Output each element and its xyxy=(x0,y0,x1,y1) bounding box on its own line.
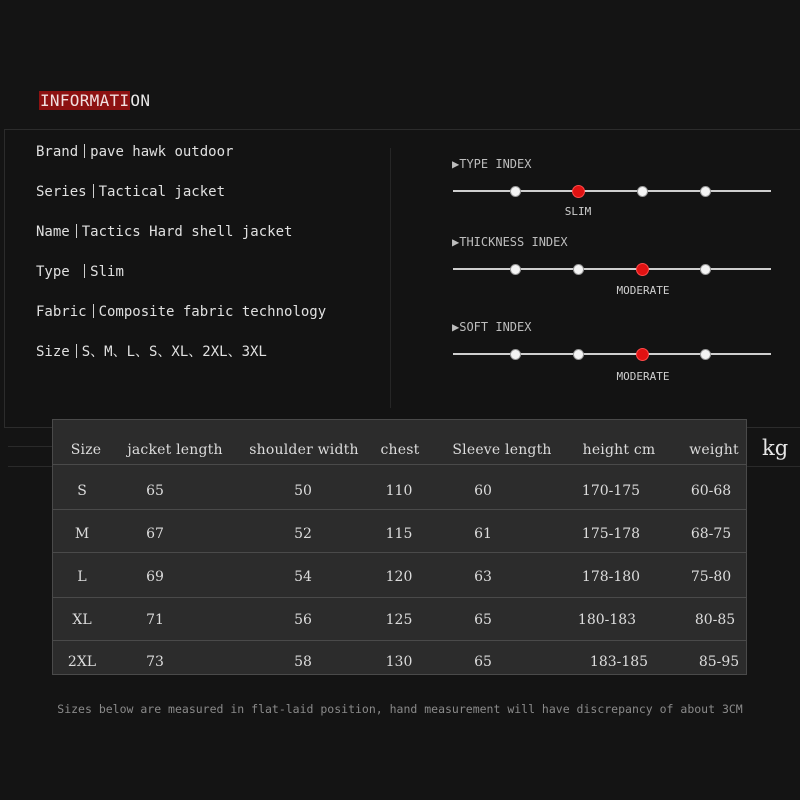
table-divider xyxy=(53,597,746,598)
table-cell: 73 xyxy=(146,654,164,670)
table-cell: 175-178 xyxy=(581,526,641,542)
spec-value: Tactical jacket xyxy=(98,184,226,200)
spec-label: Series xyxy=(36,184,87,200)
table-cell: S xyxy=(77,483,87,499)
spec-separator xyxy=(84,144,85,158)
table-cell: M xyxy=(74,526,90,542)
index-level-dot xyxy=(573,349,584,360)
index-level-dot xyxy=(700,186,711,197)
section-heading xyxy=(39,88,150,114)
table-cell: 65 xyxy=(474,612,492,628)
spec-label: Size xyxy=(36,344,70,360)
table-cell: 178-180 xyxy=(581,569,641,585)
table-cell: 110 xyxy=(385,483,413,499)
spec-brand xyxy=(36,141,233,163)
type-index-title: ▶TYPE INDEX xyxy=(452,157,532,171)
spec-value: Tactics Hard shell jacket xyxy=(81,224,293,240)
table-cell: 183-185 xyxy=(589,654,649,670)
spec-series xyxy=(36,181,225,203)
header-sleeve-length: Sleeve length xyxy=(452,442,552,458)
spec-value: Composite fabric technology xyxy=(98,304,327,320)
table-cell: 60-68 xyxy=(690,483,732,499)
soft-index-track xyxy=(453,353,771,355)
table-divider xyxy=(53,464,746,465)
index-level-dot xyxy=(510,186,521,197)
index-level-dot-active xyxy=(572,185,585,198)
index-level-dot-active xyxy=(636,348,649,361)
spec-separator xyxy=(93,184,94,198)
table-divider xyxy=(53,640,746,641)
weight-unit-label: kg xyxy=(762,436,789,460)
spec-label: Fabric xyxy=(36,304,87,320)
index-level-dot xyxy=(510,264,521,275)
table-cell: 50 xyxy=(294,483,312,499)
info-divider xyxy=(390,148,391,408)
spec-value: pave hawk outdoor xyxy=(90,144,234,160)
measurement-note: Sizes below are measured in flat-laid position, hand measurement will have discrepancy of about 3CM xyxy=(57,702,743,716)
type-index-value: SLIM xyxy=(564,205,592,218)
index-level-dot xyxy=(510,349,521,360)
thickness-index-value: MODERATE xyxy=(616,284,670,297)
spec-value: S、M、L、S、XL、2XL、3XL xyxy=(81,344,267,360)
table-cell: 63 xyxy=(474,569,492,585)
header-shoulder-width: shoulder width xyxy=(249,442,359,458)
spec-separator xyxy=(84,264,85,278)
table-divider xyxy=(53,552,746,553)
decor-line xyxy=(747,466,800,467)
header-weight: weight xyxy=(689,442,739,458)
decor-line xyxy=(8,446,52,447)
table-cell: 2XL xyxy=(67,654,97,670)
index-level-dot xyxy=(573,264,584,275)
thickness-index-title: ▶THICKNESS INDEX xyxy=(452,235,568,249)
table-cell: L xyxy=(77,569,87,585)
spec-separator xyxy=(93,304,94,318)
table-cell: XL xyxy=(72,612,92,628)
spec-separator xyxy=(76,344,77,358)
table-cell: 130 xyxy=(385,654,413,670)
spec-value: Slim xyxy=(90,264,124,280)
spec-size xyxy=(36,341,267,363)
table-cell: 52 xyxy=(294,526,312,542)
table-cell: 115 xyxy=(385,526,413,542)
header-chest: chest xyxy=(380,442,420,458)
spec-label: Brand xyxy=(36,144,79,160)
header-height: height cm xyxy=(582,442,656,458)
table-cell: 61 xyxy=(474,526,492,542)
heading-highlight: INFORMATI xyxy=(40,91,130,110)
table-cell: 180-183 xyxy=(577,612,637,628)
table-cell: 58 xyxy=(294,654,312,670)
table-cell: 80-85 xyxy=(694,612,736,628)
table-divider xyxy=(53,509,746,510)
header-size: Size xyxy=(70,442,102,458)
table-cell: 60 xyxy=(474,483,492,499)
spec-label: Name xyxy=(36,224,70,240)
soft-index-title: ▶SOFT INDEX xyxy=(452,320,532,334)
table-cell: 125 xyxy=(385,612,413,628)
table-cell: 71 xyxy=(146,612,164,628)
table-cell: 120 xyxy=(385,569,413,585)
table-cell: 85-95 xyxy=(698,654,740,670)
spec-fabric xyxy=(36,301,326,323)
size-chart-table xyxy=(52,419,747,675)
spec-name xyxy=(36,221,292,243)
table-cell: 75-80 xyxy=(690,569,732,585)
table-cell: 65 xyxy=(474,654,492,670)
heading-rest: ON xyxy=(130,91,151,110)
table-cell: 69 xyxy=(146,569,164,585)
table-cell: 65 xyxy=(146,483,164,499)
soft-index-value: MODERATE xyxy=(616,370,670,383)
spec-separator xyxy=(76,224,77,238)
spec-label: Type xyxy=(36,264,79,280)
index-level-dot xyxy=(700,264,711,275)
decor-line xyxy=(8,466,52,467)
index-level-dot xyxy=(637,186,648,197)
thickness-index-track xyxy=(453,268,771,270)
header-jacket-length: jacket length xyxy=(127,442,223,458)
table-cell: 54 xyxy=(294,569,312,585)
index-level-dot xyxy=(700,349,711,360)
table-cell: 56 xyxy=(294,612,312,628)
table-cell: 68-75 xyxy=(690,526,732,542)
type-index-track xyxy=(453,190,771,192)
index-level-dot-active xyxy=(636,263,649,276)
table-cell: 170-175 xyxy=(581,483,641,499)
table-cell: 67 xyxy=(146,526,164,542)
spec-type xyxy=(36,261,124,283)
